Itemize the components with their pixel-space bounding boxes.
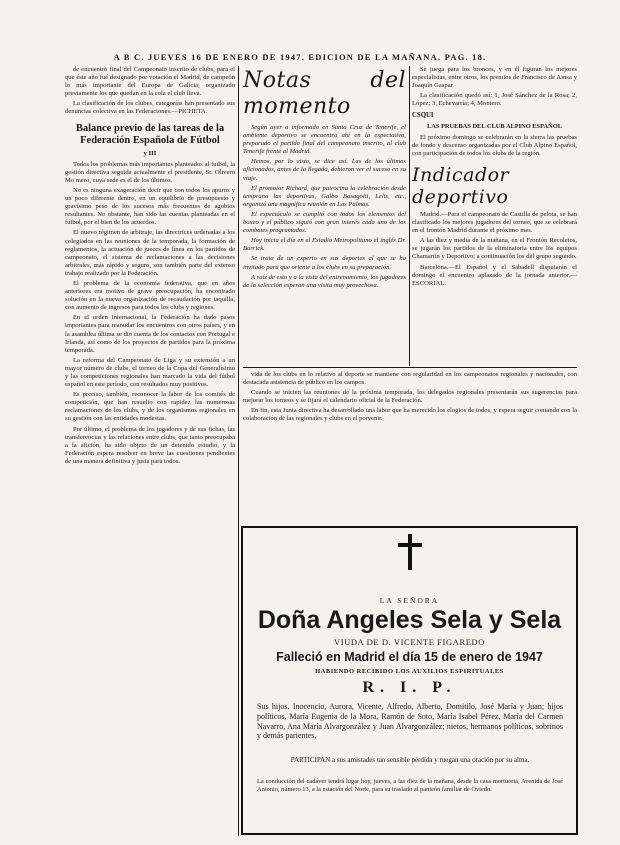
indicador-paragraph: Barcelona.—El Español y el Sabadell disputarán el domingo el encuentro aplazado de la jornada anterior.—ESCORIAL.	[412, 263, 577, 287]
column-divider	[238, 66, 239, 836]
left-article-paragraph: El nuevo régimen de arbitraje, las directrices ordenadas a los colegiados en las reuniones de la temporada, la formación de reglamentos, la actuación de jueces de línea en los partidos de campeonato, el sistema de reclamaciones a las decisiones arbitrales, más rápido y seguro, son también parte del extenso trabajo realizado por la Federación.	[65, 229, 235, 277]
indicador-deportivo-title: Indicador deportivo	[412, 163, 510, 208]
middle-intro-paragraph: Según ayer a informado en Santa Cruz de Tenerife, el ambiente deportivo se encuentra ahí en la expectativa, preparado el partido final del campeonato inscrito, al club Tenerife frente al Madrid.	[243, 124, 406, 156]
bottom-paragraph: vida de los clubs en lo relativo al deporte se mantiene con regularidad en los campeonatos regionales y nacionales, con destacada asistencia de público en los campos.	[243, 371, 577, 387]
pruebas-heading: LAS PRUEBAS DEL CLUB ALPINO ESPAÑOL	[426, 122, 562, 130]
indicador-paragraph: A las diez y media de la mañana, en el Frontón Recoletos, se jugarán los partidos de la eliminatoria entre los equipos Chamartín y Deportivo; a continuación los del grupo segundo.	[412, 237, 577, 261]
bottom-paragraph: En fin, esta Junta directiva ha desarrollado una labor que ha merecido los elogios de todos, y espera seguir contando con la colaboración de las regionales y clubs en el porvenir.	[243, 407, 577, 423]
bottom-paragraph: Cuando se inicien las reuniones de la próxima temporada, los delegados regionales presentarán sus sugerencias para mejorar los torneos y se fijará el calendario oficial de la Federación.	[243, 389, 577, 405]
balance-section-number: y III	[143, 149, 157, 157]
right-intro-paragraph: Se juega para los bronces, y en él figuran los mejores especialistas, entre otros, los premios de Francisco de Ainsa y Joaquín Gaspar.	[412, 66, 577, 90]
balance-headline: Balance previo de las tareas de la Federación Española de Fútbol	[75, 122, 225, 146]
column-divider	[409, 66, 410, 366]
obituary-viuda: VIUDA DE D. VICENTE FIGAREDO	[334, 637, 485, 647]
page-header: A B C. JUEVES 16 DE ENERO DE 1947. EDICION DE LA MAÑANA. PAG. 18.	[113, 52, 487, 62]
notas-del-momento-title: Notas del momento	[243, 68, 406, 119]
left-article-paragraph: Por último, el problema de los jugadores y de sus fichas, las transferencias y las relaciones entre clubs, que tanto preocupaba a la afición, ha sido objeto de un detenido estudio, y la Federación espera resolver en breve las cuestiones pendientes de una manera definitiva y justa para todos.	[65, 425, 235, 465]
obituary-family: Sus hijos, Inocencio, Aurora, Vicente, Alfredo, Alberto, Domitilo, José María y Juan; hijos políticos, María Eugenia de la Mora, Ramón de Soto, María Isabel Pérez, María del Carmen Navarro, Ana María Alvargonzález y Juan Alvargonzález; nietos, hermanos políticos, sobrinos y demás parientes,	[257, 702, 563, 741]
middle-paragraph: El promotor Richard, que patrocina la celebración desde temprano las deportivas, Galbo Basagoiti, Lelis, etc., organizó una magnífica reunión en Las Palmas.	[243, 184, 406, 208]
csqui-heading: CSQUI	[412, 112, 434, 120]
obituary-notice	[241, 526, 578, 835]
middle-paragraph: Hemos, por lo visto, se dice así. Las de los últimos aficionados, antes de la llegada, debieron ver el suceso en su viaje.	[243, 158, 406, 182]
obituary-rip: R. I. P.	[362, 679, 457, 696]
middle-paragraph: Se trata de un experto en sus deportes al que se ha invitado para que oriente a los clubs en su preparación.	[243, 255, 406, 271]
middle-paragraph: Hoy inicia el día en el Estadio Metropolitano el inglés Dr. Barrick.	[243, 237, 406, 253]
middle-paragraph: A raíz de esto y a la vista del entrenamiento, los jugadores de la selección esperan una visita muy provechosa.	[243, 273, 406, 289]
obituary-participan: PARTICIPAN a sus amistades tan sensible pérdida y ruegan una oración por su alma.	[290, 756, 530, 764]
obituary-name: Doña Angeles Sela y Sela	[257, 606, 562, 634]
middle-paragraph: El espectáculo se cumplió con todos los elementos del boxeo y el público siguió con gran interés cada uno de los combates programados.	[243, 210, 406, 235]
left-article-paragraph: Todos los problemas más importantes planteados al futbol, la gestión directiva seguida actualmente el presidente, Sr. Olivero Mo mero, cuya sede es el de los últimos.	[65, 160, 235, 184]
cross-icon	[398, 534, 422, 570]
left-column	[65, 66, 235, 836]
left-intro-paragraph: de encuentro final del Campeonato inscrito de clubs, para el que éste año fué designado por votación el Madrid, de campeón lo más importante del Europa de Galicia, organizado previamente los que quedan en la cola el club lleva.	[65, 66, 235, 98]
obituary-death-date: Falleció en Madrid el día 15 de enero de 1947	[276, 650, 543, 664]
middle-column	[243, 66, 406, 366]
left-article-paragraph: No es ninguna exageración decir que con todos los apuros y un poco diferente dentro, en un equilibrio de presupuesto y gravísimo peso de los sucesos más frecuentes de agobios resultantes. No obstante, han sido las cuentas planteadas en el fútbol, por el bien de los acuerdos.	[65, 186, 235, 227]
obituary-funeral-details: La conducción del cadáver tendrá lugar hoy, jueves, a las diez de la mañana, desde la casa mortuoria, Avenida de José Antonio, número 13, a la estación del Norte, para su traslado al panteón familiar de Oviedo.	[257, 778, 563, 793]
left-intro-paragraph: La clasificación de los clubes, categorías han presentado sus denuncias colectiva en las Federaciones.—PICHETA.	[65, 100, 235, 116]
pruebas-paragraph: El próximo domingo se celebrarán en la sierra las pruebas de fondo y descenso organizadas por el Club Alpino Español, con participación de todos los clubs de la región.	[412, 133, 577, 157]
left-article-paragraph: En el orden internacional, la Federación ha dado pasos importantes para reanudar los encuentros con otros países, y en la asamblea última se dio cuenta de los contactos con Portugal e Irlanda, así como de los proyectos de partidos para la próxima temporada.	[65, 314, 235, 354]
right-intro-paragraph: La clasificación quedó así: 1, José Sánchez de la Rosa; 2, López; 3, Echevarría; 4, Montero.	[412, 92, 577, 108]
indicador-paragraph: Madrid.—Para el campeonato de Castilla de pelota, se han clasificado los mejores jugadores del torneo, que se celebrará en el frontón Madrid durante el próximo mes.	[412, 210, 577, 235]
obituary-la-senora: LA SEÑORA	[379, 596, 440, 605]
right-column	[412, 66, 577, 366]
left-article-paragraph: La reforma del Campeonato de Liga y su extensión a un mayor número de clubs, el torneo de la Copa del Generalísimo y las competiciones regionales han marcado la vida del fútbol español en este período, con resultados muy positivos.	[65, 356, 235, 389]
column-divider	[243, 367, 577, 368]
left-article-paragraph: El problema de la economía federativa, que en años anteriores era motivo de grave preocupación, ha encontrado solución en la nueva organización de recaudación por taquilla, con aumento de ingresos para todos los clubs y regiones.	[65, 279, 235, 312]
obituary-auxilios: HABIENDO RECIBIDO LOS AUXILIOS ESPIRITUALES	[315, 668, 504, 675]
bottom-middle-text	[243, 371, 577, 493]
left-article-paragraph: Es preciso, también, reconocer la labor de los comités de competición, que han resuelto con rapidez las numerosas reclamaciones de los clubs, y de los organismos regionales en su gestión con las entidades modestas.	[65, 391, 235, 423]
